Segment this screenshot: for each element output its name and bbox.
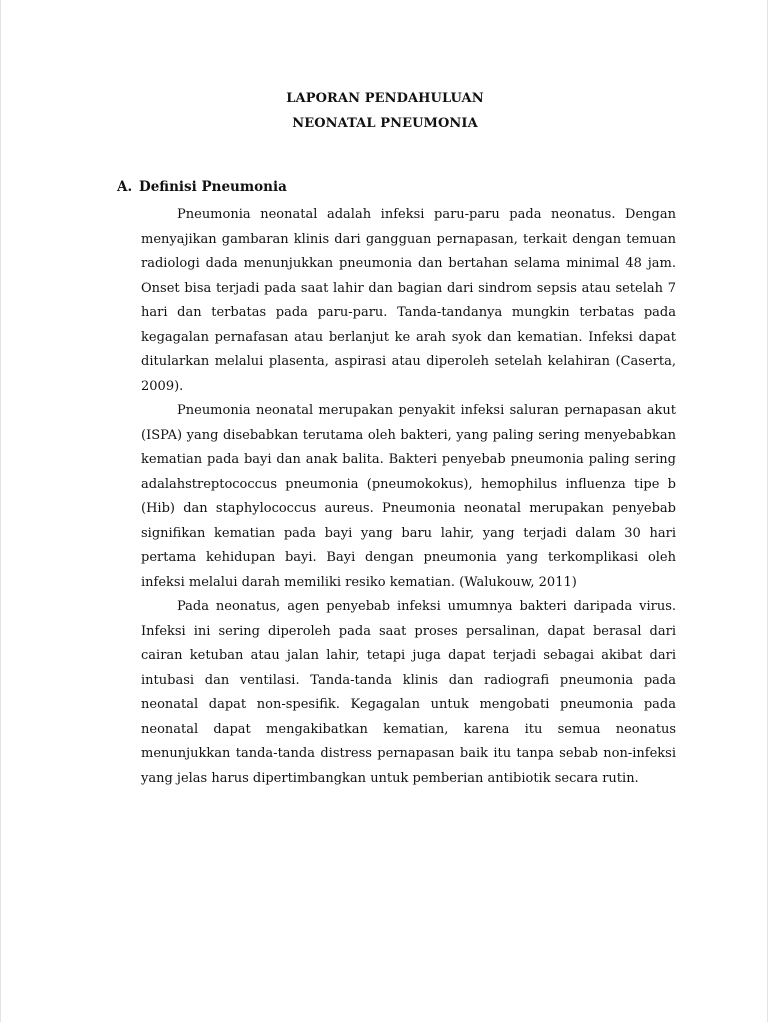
section-heading [117, 179, 287, 195]
document-title-line-2: NEONATAL PNEUMONIA [292, 116, 478, 131]
paragraph-3: Pada neonatus, agen penyebab infeksi umumnya bakteri daripada virus. Infeksi ini sering diperoleh pada saat proses persalinan, dapat berasal dari cairan ketuban atau jalan lahir, tetapi juga dapat terjadi sebagai akibat dari intubasi dan ventilasi. Tanda-tanda klinis dan radiografi pneumonia pada neonatal dapat non-spesifik. Kegagalan untuk mengobati pneumonia pada neonatal dapat mengakibatkan kematian, karena itu semua neonatus menunjukkan tanda-tanda distress pernapasan baik itu tanpa sebab non-infeksi yang jelas harus dipertimbangkan untuk pemberian antibiotik secara rutin. [141, 599, 676, 786]
section-letter: A. [117, 179, 133, 195]
paragraph-2: Pneumonia neonatal merupakan penyakit infeksi saluran pernapasan akut (ISPA) yang disebabkan terutama oleh bakteri, yang paling sering menyebabkan kematian pada bayi dan anak balita. Bakteri penyebab pneumonia paling sering adalahstreptococcus pneumonia (pneumokokus), hemophilus influenza tipe b (Hib) dan staphylococcus aureus. Pneumonia neonatal merupakan penyebab signifikan kematian pada bayi yang baru lahir, yang terjadi dalam 30 hari pertama kehidupan bayi. Bayi dengan pneumonia yang terkomplikasi oleh infeksi melalui darah memiliki resiko kematian. (Walukouw, 2011) [141, 403, 676, 590]
section-heading-text: Definisi Pneumonia [139, 179, 287, 195]
document-title-line-1: LAPORAN PENDAHULUAN [286, 91, 484, 106]
section-body [141, 203, 676, 791]
paragraph-1: Pneumonia neonatal adalah infeksi paru-paru pada neonatus. Dengan menyajikan gambaran klinis dari gangguan pernapasan, terkait dengan temuan radiologi dada menunjukkan pneumonia dan bertahan selama minimal 48 jam. Onset bisa terjadi pada saat lahir dan bagian dari sindrom sepsis atau setelah 7 hari dan terbatas pada paru-paru. Tanda-tandanya mungkin terbatas pada kegagalan pernafasan atau berlanjut ke arah syok dan kematian. Infeksi dapat ditularkan melalui plasenta, aspirasi atau diperoleh setelah kelahiran (Caserta, 2009). [141, 207, 676, 394]
